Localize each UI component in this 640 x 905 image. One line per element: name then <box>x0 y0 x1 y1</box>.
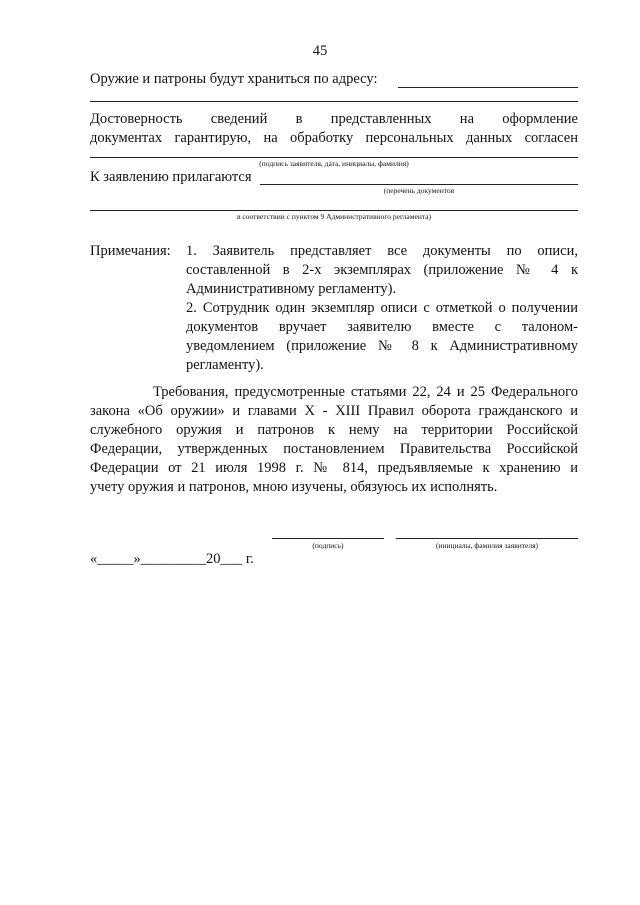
caption-signature-date: (подпись заявителя, дата, инициалы, фамилия) <box>259 159 409 168</box>
attached-documents-second-line <box>90 210 578 211</box>
note-1-line-3: Административному регламенту). <box>186 281 397 297</box>
note-1-line-1: 1. Заявитель представляет все документы по описи, <box>186 243 578 259</box>
caption-signature: (подпись) <box>312 541 344 550</box>
note-2-line-3: уведомлением (приложение № 8 к Административному <box>186 338 578 354</box>
note-2-line-4: регламенту). <box>186 357 264 373</box>
consent-line-2: документах гарантирую, на обработку персональных данных согласен <box>90 130 578 146</box>
note-1-line-2: составленной в 2-х экземплярах (приложение № 4 к <box>186 262 578 278</box>
date-line: «_____»_________20___ г. <box>90 551 254 567</box>
caption-initials-surname: (инициалы, фамилия заявителя) <box>435 541 539 550</box>
note-2-line-2: документов вручает заявителю вместе с талоном- <box>186 319 578 335</box>
storage-address-second-line <box>90 101 578 102</box>
storage-address-label: Оружие и патроны будут храниться по адресу: <box>90 71 378 87</box>
initials-surname-line <box>396 538 578 539</box>
requirements-line-4: Федерации, утвержденных постановлением Правительства Российской <box>90 441 578 457</box>
notes-label: Примечания: <box>90 243 171 259</box>
caption-document-list: (перечень документов <box>383 186 455 195</box>
note-2-line-1: 2. Сотрудник один экземпляр описи с отметкой о получении <box>186 300 578 316</box>
requirements-line-2: закона «Об оружии» и главами X - XIII Правил оборота гражданского и <box>90 403 578 419</box>
storage-address-field-line <box>398 87 578 88</box>
signature-line <box>272 538 384 539</box>
caption-regulation-ref: в соответствии с пунктом 9 Административного регламента) <box>236 212 432 221</box>
requirements-line-6: учету оружия и патронов, мною изучены, обязуюсь их исполнять. <box>90 479 498 495</box>
attached-label: К заявлению прилагаются <box>90 169 252 185</box>
consent-line-1: Достоверность сведений в представленных на оформление <box>90 111 578 127</box>
requirements-line-1: Требования, предусмотренные статьями 22, 24 и 25 Федерального <box>153 384 578 400</box>
requirements-line-3: служебного оружия и патронов к нему на территории Российской <box>90 422 578 438</box>
attached-documents-line <box>260 184 578 185</box>
page-number: 45 <box>312 43 328 59</box>
signature-date-line <box>90 157 578 158</box>
requirements-line-5: Федерации от 21 июля 1998 г. № 814, предъявляемые к хранению и <box>90 460 578 476</box>
